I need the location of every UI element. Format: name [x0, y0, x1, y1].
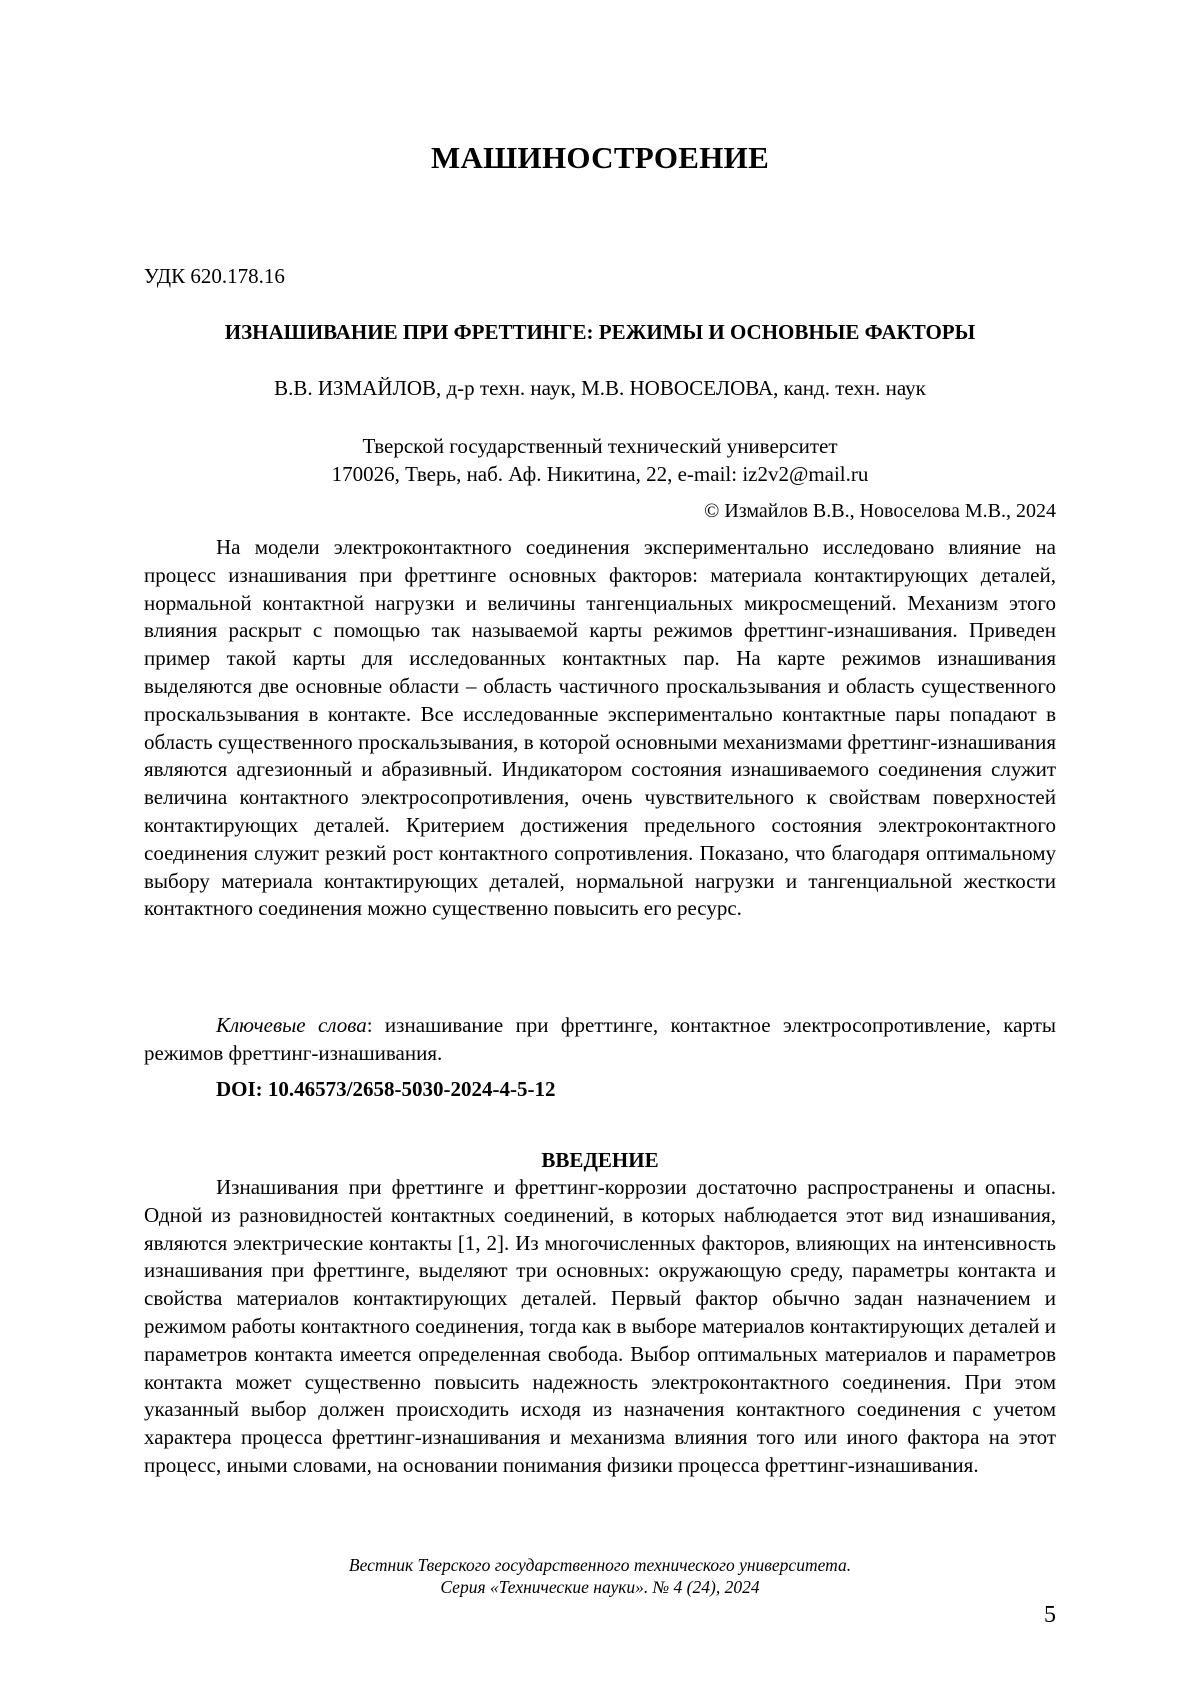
footer-line-1: Вестник Тверского государственного технического университета.	[0, 1554, 1200, 1576]
article-title: ИЗНАШИВАНИЕ ПРИ ФРЕТТИНГЕ: РЕЖИМЫ И ОСНОВНЫЕ ФАКТОРЫ	[144, 320, 1056, 345]
udk-code: УДК 620.178.16	[144, 264, 285, 289]
intro-heading: ВВЕДЕНИЕ	[0, 1148, 1200, 1173]
abstract: На модели электроконтактного соединения экспериментально исследовано влияние на процесс изнашивания при фреттинге основных факторов: материала контактирующих деталей, нормальной контактной нагрузки и величины тангенциальных микросмещений. Механизм этого влияния раскрыт с помощью так называемой карты режимов фреттинг-изнашивания. Приведен пример такой карты для исследованных контактных пар. На карте режимов изнашивания выделяются две основные области – область частичного проскальзывания и область существенного проскальзывания в контакте. Все исследованные экспериментально контактные пары попадают в область существенного проскальзывания, в которой основными механизмами фреттинг-изнашивания являются адгезионный и абразивный. Индикатором состояния изнашиваемого соединения служит величина контактного электросопротивления, очень чувствительного к свойствам поверхностей контактирующих деталей. Критерием достижения предельного состояния электроконтактного соединения служит резкий рост контактного сопротивления. Показано, что благодаря оптимальному выбору материала контактирующих деталей, нормальной нагрузки и тангенциальной жесткости контактного соединения можно существенно повысить его ресурс.	[144, 534, 1056, 923]
affiliation	[144, 432, 1056, 488]
copyright-notice: © Измайлов В.В., Новоселова М.В., 2024	[704, 500, 1056, 523]
keywords	[144, 1012, 1056, 1067]
document-page	[0, 0, 1200, 1697]
journal-footer	[0, 1554, 1200, 1598]
affiliation-address: 170026, Тверь, наб. Аф. Никитина, 22, e-mail: iz2v2@mail.ru	[144, 460, 1056, 488]
keywords-label: Ключевые слова	[216, 1013, 367, 1037]
keywords-text: : изнашивание при фреттинге, контактное электросопротивление, карты режимов фреттинг-изнашивания.	[144, 1013, 1056, 1065]
page-number: 5	[1044, 1602, 1056, 1629]
authors: В.В. ИЗМАЙЛОВ, д-р техн. наук, М.В. НОВОСЕЛОВА, канд. техн. наук	[144, 376, 1056, 401]
affiliation-institution: Тверской государственный технический университет	[144, 432, 1056, 460]
section-title: МАШИНОСТРОЕНИЕ	[0, 140, 1200, 176]
doi: DOI: 10.46573/2658-5030-2024-4-5-12	[216, 1077, 555, 1102]
intro-text: Изнашивания при фреттинге и фреттинг-коррозии достаточно распространены и опасны. Одной из разновидностей контактных соединений, в которых наблюдается этот вид изнашивания, являются электрические контакты [1, 2]. Из многочисленных факторов, влияющих на интенсивность изнашивания при фреттинге, выделяют три основных: окружающую среду, параметры контакта и свойства материалов контактирующих деталей. Первый фактор обычно задан назначением и режимом работы контактного соединения, тогда как в выборе материалов контактирующих деталей и параметров контакта имеется определенная свобода. Выбор оптимальных материалов и параметров контакта может существенно повысить надежность электроконтактного соединения. При этом указанный выбор должен происходить исходя из назначения контактного соединения с учетом характера процесса фреттинг-изнашивания и механизма влияния того или иного фактора на этот процесс, иными словами, на основании понимания физики процесса фреттинг-изнашивания.	[144, 1174, 1056, 1480]
footer-line-2: Серия «Технические науки». № 4 (24), 2024	[0, 1576, 1200, 1598]
